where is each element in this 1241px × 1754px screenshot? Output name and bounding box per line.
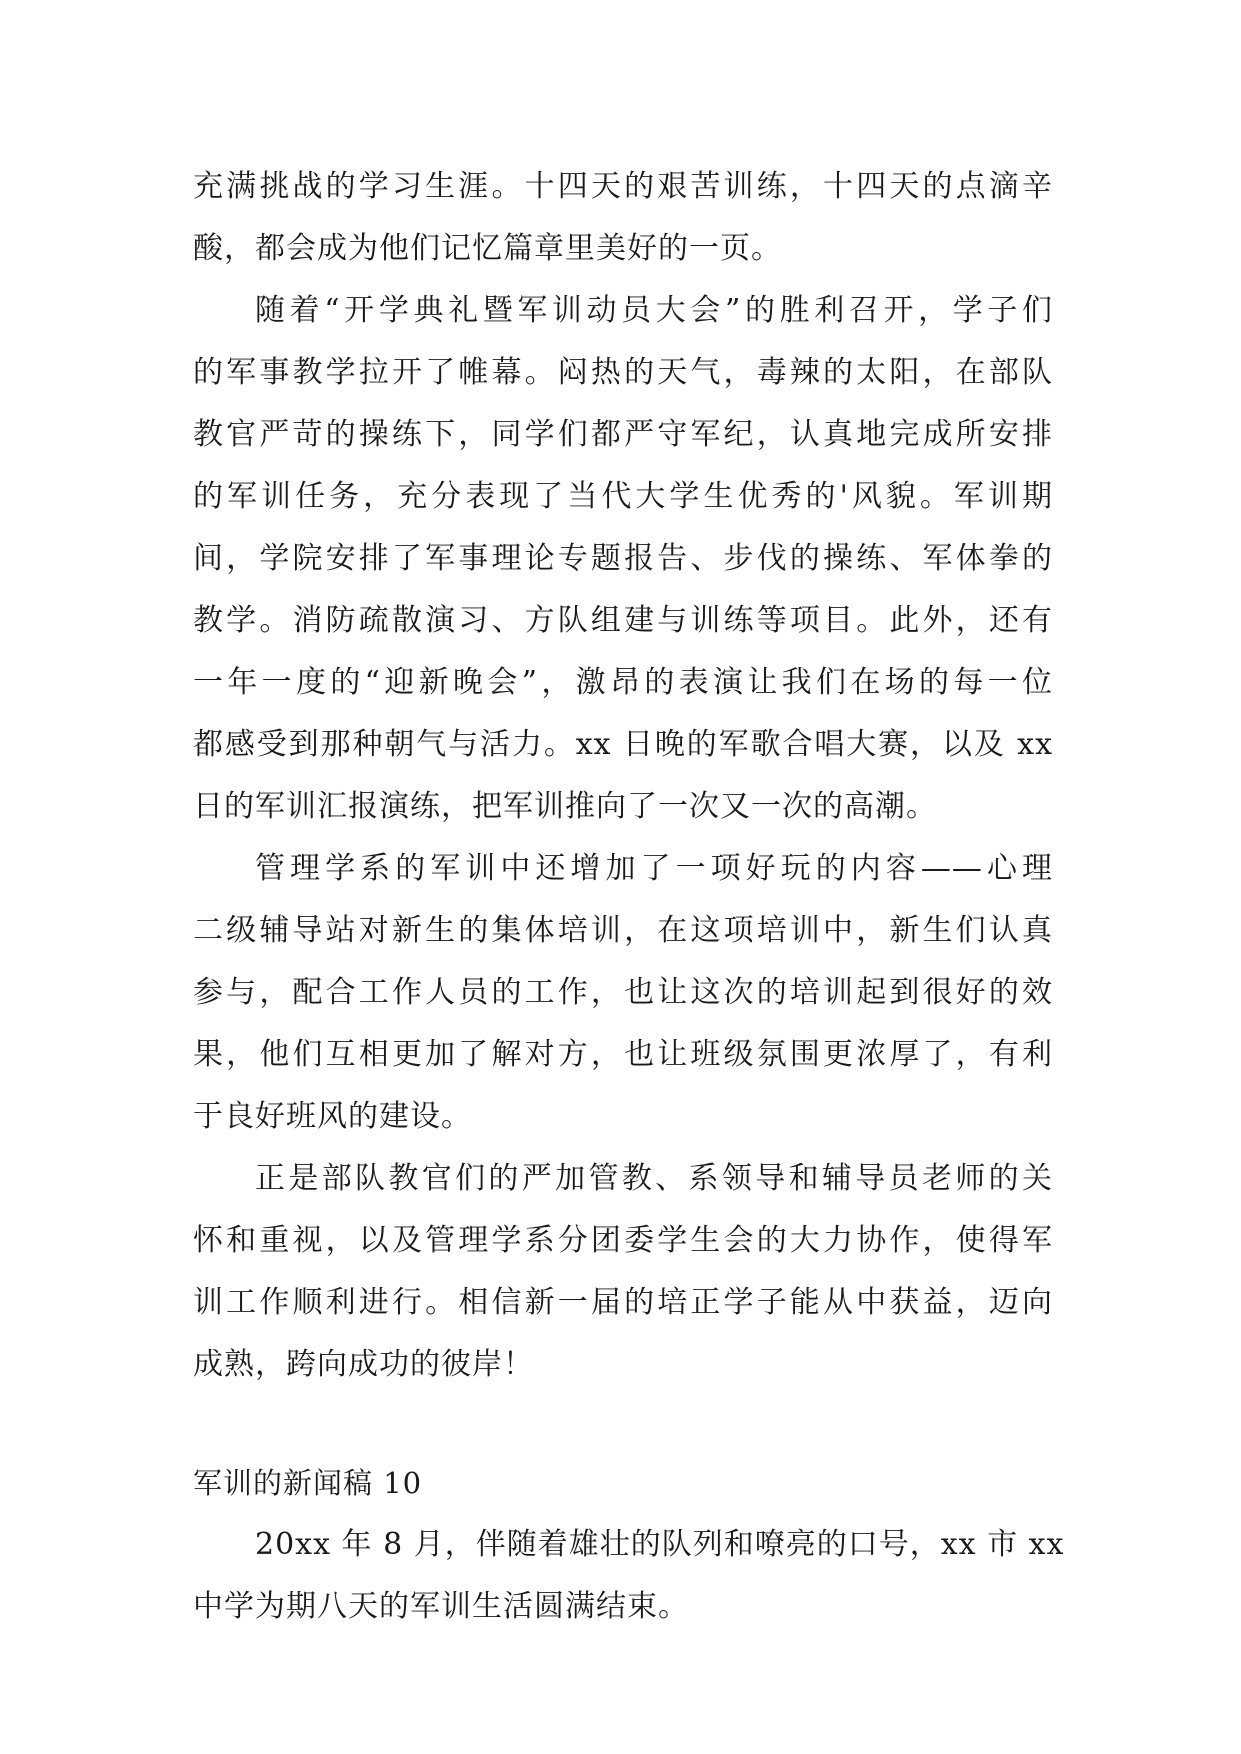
document-page — [193, 156, 1065, 1638]
text-line: 中学为期八天的军训生活圆满结束。 — [193, 1589, 689, 1624]
text-line: 果，他们互相更加了解对方，也让班级氛围更浓厚了，有利 — [193, 1037, 1053, 1072]
section-heading: 军训的新闻稿 10 — [193, 1466, 423, 1500]
text-line: 的军事教学拉开了帷幕。闷热的天气，毒辣的太阳，在部队 — [193, 355, 1053, 390]
text-line: 随着“开学典礼暨军训动员大会”的胜利召开，学子们 — [255, 293, 1053, 328]
text-line: 训工作顺利进行。相信新一届的培正学子能从中获益，迈向 — [193, 1285, 1053, 1320]
text-line: 一年一度的“迎新晚会”，激昂的表演让我们在场的每一位 — [193, 665, 1053, 700]
text-line: 参与，配合工作人员的工作，也让这次的培训起到很好的效 — [193, 975, 1053, 1010]
paragraph-2 — [193, 280, 1053, 838]
text-line: 20xx 年 8 月，伴随着雄壮的队列和嘹亮的口号，xx 市 xx — [255, 1527, 1065, 1562]
text-line: 二级辅导站对新生的集体培训，在这项培训中，新生们认真 — [193, 913, 1053, 948]
text-line: 怀和重视，以及管理学系分团委学生会的大力协作，使得军 — [193, 1223, 1053, 1258]
text-line: 都感受到那种朝气与活力。xx 日晚的军歌合唱大赛，以及 xx — [193, 727, 1053, 762]
text-line: 教官严苛的操练下，同学们都严守军纪，认真地完成所安排 — [193, 417, 1053, 452]
text-line: 的军训任务，充分表现了当代大学生优秀的'风貌。军训期 — [193, 479, 1053, 514]
text-line: 间，学院安排了军事理论专题报告、步伐的操练、军体拳的 — [193, 541, 1053, 576]
text-line: 充满挑战的学习生涯。十四天的艰苦训练，十四天的点滴辛 — [193, 169, 1053, 204]
section-spacer — [193, 1396, 1053, 1452]
paragraph-1 — [193, 156, 1053, 280]
paragraph-4 — [193, 1148, 1053, 1396]
paragraph-3 — [193, 838, 1053, 1148]
text-line: 于良好班风的建设。 — [193, 1099, 472, 1134]
text-line: 酸，都会成为他们记忆篇章里美好的一页。 — [193, 231, 782, 266]
text-line: 成熟，跨向成功的彼岸！ — [193, 1347, 534, 1382]
text-line: 日的军训汇报演练，把军训推向了一次又一次的高潮。 — [193, 789, 937, 824]
text-line: 正是部队教官们的严加管教、系领导和辅导员老师的关 — [255, 1161, 1053, 1196]
section-paragraph — [193, 1514, 1065, 1638]
text-line: 教学。消防疏散演习、方队组建与训练等项目。此外，还有 — [193, 603, 1053, 638]
text-line: 管理学系的军训中还增加了一项好玩的内容——心理 — [255, 851, 1053, 886]
